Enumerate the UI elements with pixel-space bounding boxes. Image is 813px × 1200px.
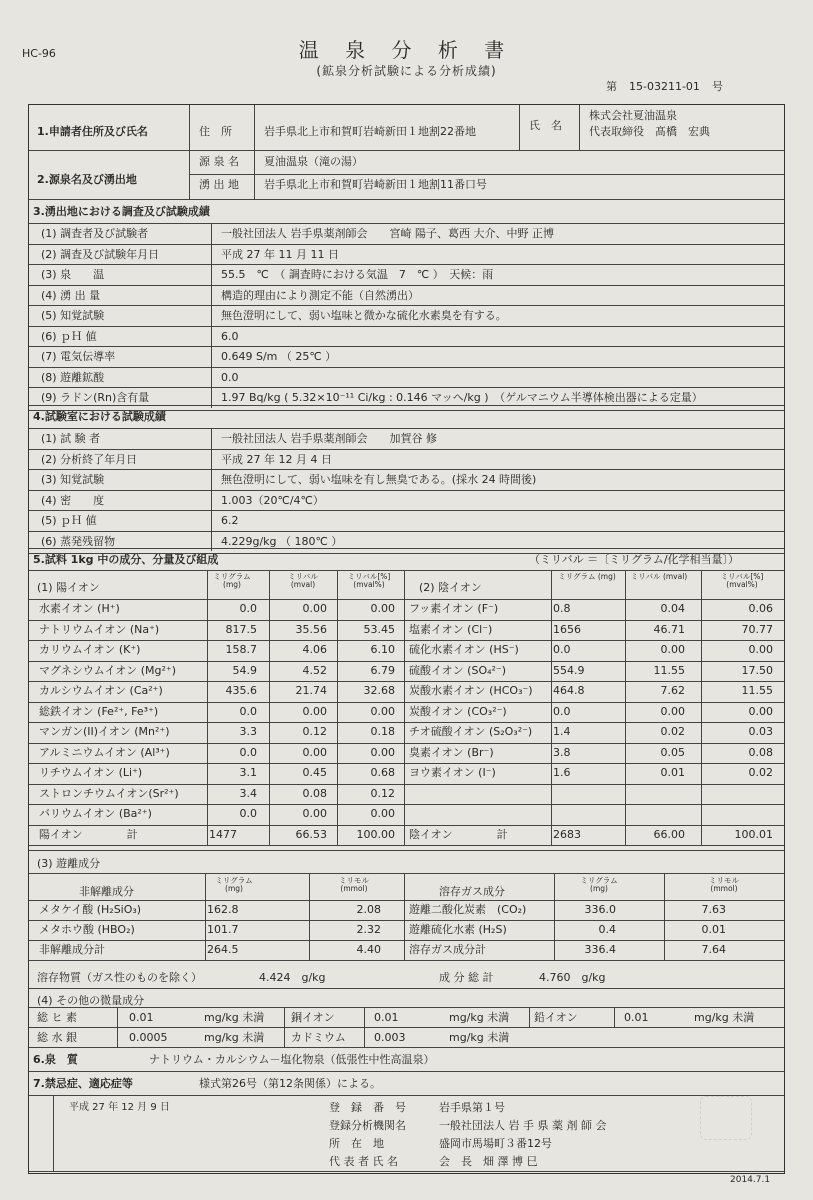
cation-mval: 4.06 (302, 643, 327, 656)
anion-mval: 0.02 (660, 725, 685, 738)
page-title: 温 泉 分 析 書 (298, 38, 515, 62)
trace-name: 銅イオン (291, 1011, 335, 1024)
dissolved-value: 4.424 g/kg (259, 971, 326, 984)
cation-pct: 0.00 (370, 807, 395, 820)
cation-name: カルシウムイオン (Ca²⁺) (39, 684, 163, 697)
source-label: 2.源泉名及び湧出地 (37, 173, 137, 186)
anion-mg: 0.0 (553, 704, 571, 718)
lab-row-label: (2) 分析終了年月日 (41, 452, 138, 466)
anion-mval: 11.55 (653, 663, 685, 677)
survey-row-label: (9) ラドン(Rn)含有量 (41, 391, 150, 404)
cation-name: ナトリウムイオン (Na⁺) (39, 622, 160, 636)
section7-label: 7.禁忌症、適応症等 (33, 1077, 133, 1090)
reg-no-label: 登 録 番 号 (329, 1101, 406, 1114)
trace-value: 0.0005 (129, 1031, 168, 1044)
applicant-address: 岩手県北上市和賀町岩崎新田１地割22番地 (264, 125, 476, 138)
gas-header: 溶存ガス成分 (439, 885, 505, 898)
cation-mval: 4.52 (302, 663, 327, 677)
nondiss-mg: 101.7 (207, 923, 239, 936)
reg-no: 岩手県第１号 (439, 1101, 505, 1114)
source-name-label: 源 泉 名 (199, 155, 239, 168)
gas-name: 溶存ガス成分計 (409, 943, 486, 956)
anion-total-pct: 100.01 (734, 827, 773, 841)
section3-title: 3.湧出地における調査及び試験成績 (33, 205, 210, 218)
survey-row-value: 1.97 Bq/kg ( 5.32×10⁻¹¹ Ci/kg : 0.146 マッヘ/kg ) （ゲルマニウム半導体検出器による定量） (221, 391, 703, 404)
cation-total-mg: 1477 (209, 827, 237, 841)
section4-title: 4.試験室における試験成績 (33, 410, 166, 423)
nondiss-mmol: 2.32 (356, 923, 381, 936)
cation-mval: 35.56 (295, 622, 327, 636)
lab-row-label: (3) 知覚試験 (41, 473, 105, 486)
lab-row-value: 6.2 (221, 514, 239, 527)
cation-total-pct: 100.00 (356, 827, 395, 841)
anion-col-mg: ミリグラム (mg) (558, 572, 616, 581)
cation-mg: 0.0 (239, 602, 257, 615)
cation-pct: 0.00 (370, 704, 395, 718)
rep-label: 代 表 者 氏 名 (329, 1155, 398, 1168)
survey-row-label: (6) ｐＨ 値 (41, 329, 97, 343)
cation-mg: 0.0 (239, 807, 257, 820)
cation-pct: 0.18 (370, 725, 395, 738)
cation-mg: 3.1 (239, 766, 257, 779)
lab-row-value: 1.003（20℃/4℃） (221, 493, 324, 507)
nondiss-mmol: 4.40 (356, 943, 381, 956)
lab-row-value: 平成 27 年 12 月 4 日 (221, 452, 332, 466)
cation-name: 水素イオン (H⁺) (39, 602, 120, 615)
anion-pct: 0.08 (748, 745, 773, 759)
nondiss-name: 非解離成分計 (39, 943, 105, 956)
total-label: 成 分 総 計 (439, 971, 494, 984)
anion-mval: 0.05 (660, 745, 685, 759)
anion-mval: 0.04 (660, 602, 685, 615)
anion-mg: 0.8 (553, 602, 571, 615)
gas-col-mmol: ミリモル (mmol) (709, 876, 739, 893)
cation-total-label: 陽イオン 計 (39, 827, 138, 841)
lab-row-label: (6) 蒸発残留物 (41, 534, 116, 548)
nondiss-col-mmol: ミリモル (mmol) (339, 876, 369, 893)
survey-row-label: (3) 泉 温 (41, 268, 105, 281)
gas-mg: 0.4 (598, 923, 616, 936)
document-number (600, 78, 729, 94)
gas-mg: 336.4 (584, 943, 616, 956)
cation-pct: 0.00 (370, 602, 395, 615)
survey-row-value: 55.5 ℃ （ 調査時における気温 7 ℃ ） 天候：雨 (221, 268, 494, 281)
dissolved-label: 溶存物質（ガス性のものを除く） (37, 971, 202, 984)
survey-row-label: (5) 知覚試験 (41, 309, 105, 322)
cation-name: 総鉄イオン (Fe²⁺, Fe³⁺) (39, 704, 159, 718)
trace-value: 0.01 (374, 1011, 399, 1024)
cation-mval: 0.00 (302, 704, 327, 718)
survey-row-label: (4) 湧 出 量 (41, 288, 101, 302)
nondiss-mg: 162.8 (207, 903, 239, 916)
anion-total-mval: 66.00 (653, 827, 685, 841)
gas-mmol: 7.64 (701, 943, 726, 956)
cation-mval: 21.74 (295, 684, 327, 697)
anion-pct: 17.50 (741, 663, 773, 677)
page-subtitle: (鉱泉分析試験による分析成績) (316, 64, 497, 78)
cation-mg: 158.7 (225, 643, 257, 656)
addr-label: 所 在 地 (329, 1137, 384, 1150)
free-title: (3) 遊離成分 (37, 857, 101, 870)
cation-mval: 0.00 (302, 807, 327, 820)
section6-label: 6.泉 質 (33, 1053, 78, 1066)
gas-name: 遊離硫化水素 (H₂S) (409, 923, 507, 936)
gas-col-mg: ミリグラム (mg) (580, 876, 618, 893)
cation-col-mg: ミリグラム (mg) (213, 572, 251, 589)
cation-total-mval: 66.53 (295, 827, 327, 841)
cation-mval: 0.12 (302, 725, 327, 738)
trace-value: 0.01 (129, 1011, 154, 1024)
doc-number-prefix: 第 (606, 80, 617, 93)
lab-row-value: 一般社団法人 岩手県薬剤師会 加賀谷 修 (221, 432, 437, 445)
survey-row-value: 0.0 (221, 370, 239, 384)
print-date: 2014.7.1 (730, 1175, 771, 1185)
anion-mg: 464.8 (553, 684, 585, 697)
trace-unit: mg/kg 未満 (694, 1011, 755, 1024)
anion-total-mg: 2683 (553, 827, 581, 841)
cation-header: (1) 陽イオン (37, 581, 100, 594)
nondiss-header: 非解離成分 (79, 885, 134, 898)
cation-mg: 3.4 (239, 786, 257, 800)
section5-title: 5.試料 1kg 中の成分、分量及び組成 (33, 553, 219, 566)
anion-pct: 0.02 (748, 766, 773, 779)
trace-name: 鉛イオン (534, 1011, 578, 1024)
trace-unit: mg/kg 未満 (449, 1031, 510, 1044)
anion-header: (2) 陰イオン (419, 581, 482, 594)
org-address: 盛岡市馬場町３番12号 (439, 1137, 552, 1150)
representative: 会 長 畑 澤 博 巳 (439, 1155, 538, 1168)
cation-mg: 0.0 (239, 745, 257, 759)
anion-mg: 0.0 (553, 643, 571, 656)
org-label: 登録分析機関名 (329, 1119, 406, 1132)
nondiss-mg: 264.5 (207, 943, 239, 956)
survey-row-value: 無色澄明にして、弱い塩味と微かな硫化水素臭を有する。 (221, 309, 507, 322)
cation-pct: 32.68 (363, 684, 395, 697)
cation-name: アルミニウムイオン (Al³⁺) (39, 745, 170, 759)
anion-mval: 46.71 (653, 622, 685, 636)
trace-value: 0.003 (374, 1031, 406, 1044)
gas-name: 遊離二酸化炭素 (CO₂) (409, 903, 527, 916)
gas-mg: 336.0 (584, 903, 616, 916)
source-place: 岩手県北上市和賀町岩崎新田１地割11番口号 (264, 178, 487, 191)
anion-pct: 70.77 (741, 622, 773, 636)
cation-pct: 0.68 (370, 766, 395, 779)
nondiss-col-mg: ミリグラム (mg) (215, 876, 253, 893)
cation-mg: 817.5 (225, 622, 257, 636)
anion-name: ヨウ素イオン (I⁻) (409, 766, 496, 779)
survey-row-value: 0.649 S/m （ 25℃ ） (221, 350, 337, 363)
section7-value: 様式第26号（第12条関係）による。 (199, 1077, 381, 1090)
survey-row-value: 平成 27 年 11 月 11 日 (221, 247, 339, 261)
nondiss-name: メタケイ酸 (H₂SiO₃) (39, 903, 142, 916)
analysis-form (28, 104, 785, 1174)
anion-name: 炭酸イオン (CO₃²⁻) (409, 704, 507, 718)
doc-number-value: 15-03211-01 (629, 80, 700, 93)
lab-row-label: (4) 密 度 (41, 493, 105, 507)
survey-row-label: (1) 調査者及び試験者 (41, 227, 149, 240)
anion-name: 硫酸イオン (SO₄²⁻) (409, 663, 507, 677)
anion-mval: 0.01 (660, 766, 685, 779)
cation-name: リチウムイオン (Li⁺) (39, 766, 143, 779)
cation-pct: 6.79 (370, 663, 395, 677)
doc-number-suffix: 号 (711, 80, 723, 93)
trace-unit: mg/kg 未満 (204, 1011, 265, 1024)
lab-row-label: (5) ｐＨ 値 (41, 514, 97, 527)
source-name: 夏油温泉（滝の湯） (264, 155, 363, 168)
anion-name: 臭素イオン (Br⁻) (409, 745, 494, 759)
lab-row-label: (1) 試 験 者 (41, 432, 101, 445)
cation-pct: 6.10 (370, 643, 395, 656)
source-place-label: 湧 出 地 (199, 178, 239, 191)
anion-total-label: 陰イオン 計 (409, 827, 508, 841)
anion-pct: 0.00 (748, 704, 773, 718)
org-name: 一般社団法人 岩 手 県 薬 剤 師 会 (439, 1119, 607, 1132)
anion-name: チオ硫酸イオン (S₂O₃²⁻) (409, 725, 533, 738)
anion-name: フッ素イオン (F⁻) (409, 602, 499, 615)
cation-pct: 53.45 (363, 622, 395, 636)
lab-row-value: 無色澄明にして、弱い塩味を有し無臭である。(採水 24 時間後) (221, 473, 537, 486)
gas-mmol: 0.01 (701, 923, 726, 936)
nondiss-mmol: 2.08 (356, 903, 381, 916)
cation-col-pct: ミリバル[%] (mval%) (347, 572, 391, 589)
cation-col-mval: ミリバル (mval) (288, 572, 318, 589)
trace-name: 総 水 銀 (37, 1031, 77, 1044)
anion-mg: 554.9 (553, 663, 585, 677)
anion-pct: 0.06 (748, 602, 773, 615)
anion-mg: 1.6 (553, 766, 571, 779)
cation-pct: 0.00 (370, 745, 395, 759)
survey-row-label: (8) 遊離鉱酸 (41, 370, 105, 384)
anion-mval: 0.00 (660, 643, 685, 656)
gas-mmol: 7.63 (701, 903, 726, 916)
anion-mval: 0.00 (660, 704, 685, 718)
survey-row-value: 構造的理由により測定不能（自然湧出） (221, 288, 419, 302)
name-label: 氏 名 (529, 119, 562, 132)
anion-pct: 0.03 (748, 725, 773, 738)
official-seal-mark (700, 1096, 752, 1140)
spring-quality: ナトリウム・カルシウム－塩化物泉（低張性中性高温泉） (149, 1053, 435, 1066)
applicant-representative: 代表取締役 髙橋 宏典 (589, 125, 710, 138)
anion-mg: 1656 (553, 622, 581, 636)
trace-unit: mg/kg 未満 (449, 1011, 510, 1024)
cation-pct: 0.12 (370, 786, 395, 800)
trace-value: 0.01 (624, 1011, 649, 1024)
anion-pct: 11.55 (741, 684, 773, 697)
anion-mg: 3.8 (553, 745, 571, 759)
anion-col-mval: ミリバル (mval) (630, 572, 688, 581)
anion-mval: 7.62 (660, 684, 685, 697)
unit-note: （ミリバル ＝〔ミリグラム/化学相当量〕） (529, 553, 740, 566)
anion-mg: 1.4 (553, 725, 571, 738)
lab-row-value: 4.229g/kg （ 180℃ ） (221, 534, 343, 548)
survey-row-value: 一般社団法人 岩手県薬剤師会 宮崎 陽子、葛西 大介、中野 正博 (221, 227, 554, 240)
cation-name: ストロンチウムイオン(Sr²⁺) (39, 786, 179, 800)
anion-name: 炭酸水素イオン (HCO₃⁻) (409, 684, 533, 697)
applicant-label: 1.申請者住所及び氏名 (37, 125, 148, 138)
survey-row-value: 6.0 (221, 329, 239, 343)
address-label: 住 所 (199, 125, 232, 138)
cation-mg: 54.9 (232, 663, 257, 677)
cation-mg: 3.3 (239, 725, 257, 738)
cation-name: バリウムイオン (Ba²⁺) (39, 807, 152, 820)
trace-name: カドミウム (291, 1031, 346, 1044)
anion-name: 塩素イオン (Cl⁻) (409, 622, 493, 636)
cation-name: マンガン(II)イオン (Mn²⁺) (39, 725, 170, 738)
trace-unit: mg/kg 未満 (204, 1031, 265, 1044)
anion-name: 硫化水素イオン (HS⁻) (409, 643, 519, 656)
document-code: HC-96 (22, 47, 56, 60)
trace-title: (4) その他の微量成分 (37, 994, 145, 1007)
cation-name: カリウムイオン (K⁺) (39, 643, 141, 656)
survey-row-label: (7) 電気伝導率 (41, 350, 116, 363)
cation-mval: 0.00 (302, 602, 327, 615)
cation-mg: 435.6 (225, 684, 257, 697)
applicant-name: 株式会社夏油温泉 (589, 109, 677, 122)
cation-mval: 0.45 (302, 766, 327, 779)
anion-col-pct: ミリバル[%] (mval%) (720, 572, 764, 589)
anion-pct: 0.00 (748, 643, 773, 656)
cation-mval: 0.00 (302, 745, 327, 759)
cation-mg: 0.0 (239, 704, 257, 718)
nondiss-name: メタホウ酸 (HBO₂) (39, 923, 135, 936)
cation-name: マグネシウムイオン (Mg²⁺) (39, 663, 176, 677)
survey-row-label: (2) 調査及び試験年月日 (41, 247, 160, 261)
total-value: 4.760 g/kg (539, 971, 606, 984)
trace-name: 総 ヒ 素 (37, 1011, 77, 1024)
issue-date: 平成 27 年 12 月 9 日 (69, 1102, 170, 1113)
cation-mval: 0.08 (302, 786, 327, 800)
